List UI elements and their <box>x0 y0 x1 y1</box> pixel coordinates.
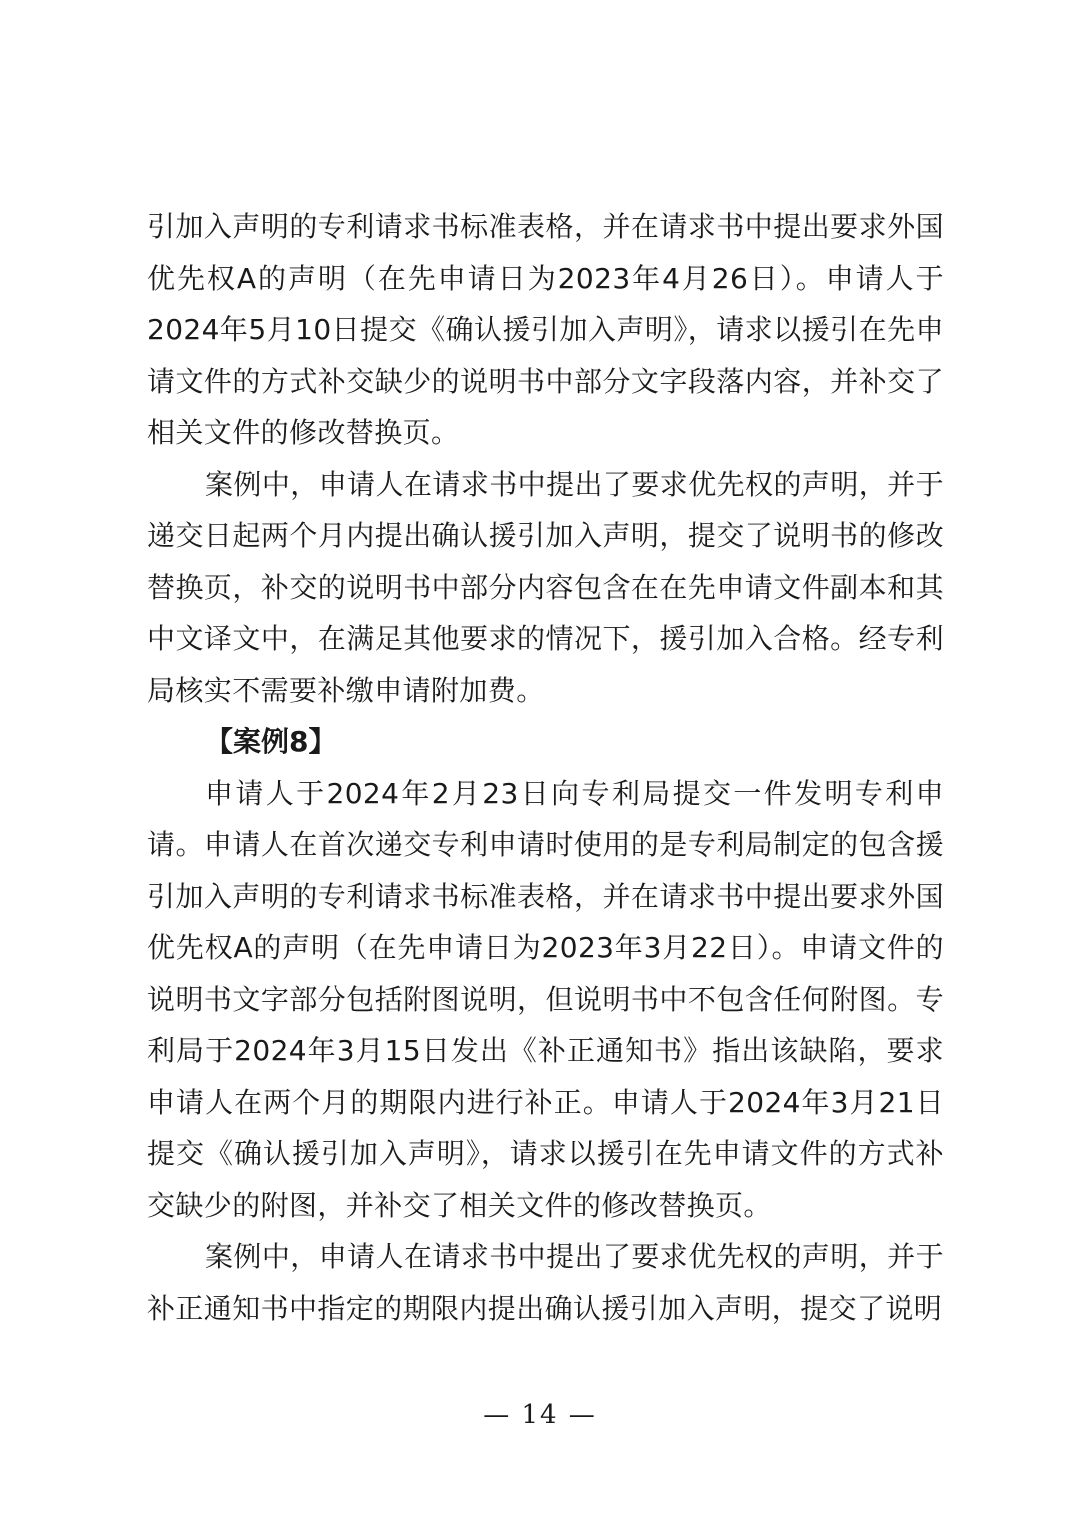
page-number: — 14 — <box>483 1400 597 1430</box>
paragraph-case8-facts: 申请人于2024年2月23日向专利局提交一件发明专利申请。申请人在首次递交专利申请时使用的是专利局制定的包含援引加入声明的专利请求书标准表格，并在请求书中提出要求外国优先权A的声明（在先申请日为2023年3月22日）。申请文件的说明书文字部分包括附图说明，但说明书中不包含任何附图。专利局于2024年3月15日发出《补正通知书》指出该缺陷，要求申请人在两个月的期限内进行补正。申请人于2024年3月21日提交《确认援引加入声明》，请求以援引在先申请文件的方式补交缺少的附图，并补交了相关文件的修改替换页。 <box>147 776 944 1222</box>
page-body <box>147 201 944 1334</box>
paragraph-continued: 引加入声明的专利请求书标准表格，并在请求书中提出要求外国优先权A的声明（在先申请日为2023年4月26日）。申请人于2024年5月10日提交《确认援引加入声明》，请求以援引在先申请文件的方式补交缺少的说明书中部分文字段落内容，并补交了相关文件的修改替换页。 <box>147 210 944 449</box>
paragraph-case8-analysis: 案例中，申请人在请求书中提出了要求优先权的声明，并于补正通知书中指定的期限内提出确认援引加入声明，提交了说明 <box>147 1240 944 1325</box>
paragraph-case7-analysis: 案例中，申请人在请求书中提出了要求优先权的声明，并于递交日起两个月内提出确认援引加入声明，提交了说明书的修改替换页，补交的说明书中部分内容包含在在先申请文件副本和其中文译文中，在满足其他要求的情况下，援引加入合格。经专利局核实不需要补缴申请附加费。 <box>147 467 944 707</box>
case-8-heading: 【案例8】 <box>205 725 337 758</box>
